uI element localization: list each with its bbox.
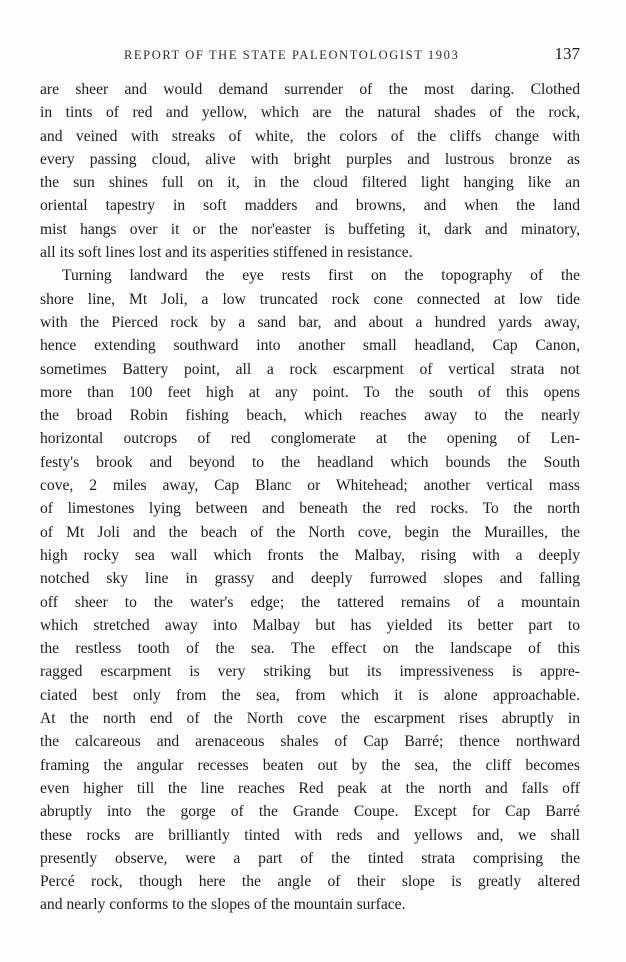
text-line: Turning landward the eye rests first on the topography of the (62, 267, 580, 285)
paragraph (40, 264, 580, 916)
text-line: are sheer and would demand surrender of the most daring. Clothed (40, 81, 580, 98)
body-text (40, 78, 580, 917)
text-line: the broad Robin fishing beach, which reaches away to the nearly (40, 407, 580, 425)
running-head (40, 44, 580, 66)
text-line: sometimes Battery point, all a rock escarpment of vertical strata not (40, 360, 580, 378)
text-line: in tints of red and yellow, which are the natural shades of the rock, (40, 104, 580, 122)
text-line: presently observe, were a part of the tinted strata comprising the (40, 849, 580, 867)
text-line: and veined with streaks of white, the colors of the cliffs change with (40, 127, 580, 145)
text-line: mist hangs over it or the nor'easter is buffeting it, dark and minatory, (40, 220, 580, 238)
text-line: off sheer to the water's edge; the tattered remains of a mountain (40, 593, 580, 611)
text-line: every passing cloud, alive with bright purples and lustrous bronze as (40, 150, 580, 168)
paragraph (40, 78, 580, 264)
text-line: cove, 2 miles away, Cap Blanc or Whitehead; another vertical mass (40, 477, 580, 495)
text-line: ciated best only from the sea, from which it is alone approachable. (40, 686, 580, 704)
text-line: Percé rock, though here the angle of their slope is greatly altered (40, 873, 580, 891)
text-line: of Mt Joli and the beach of the North cove, begin the Murailles, the (40, 523, 580, 541)
running-title: REPORT OF THE STATE PALEONTOLOGIST 1903 (124, 48, 460, 62)
text-line: shore line, Mt Joli, a low truncated rock cone connected at low tide (40, 290, 580, 308)
text-line: abruptly into the gorge of the Grande Coupe. Except for Cap Barré (40, 803, 580, 821)
text-line: these rocks are brilliantly tinted with reds and yellows and, we shall (40, 826, 580, 844)
text-line: notched sky line in grassy and deeply furrowed slopes and falling (40, 570, 580, 588)
text-line: framing the angular recesses beaten out by the sea, the cliff becomes (40, 756, 580, 774)
page-number: 137 (554, 44, 580, 63)
text-line: the calcareous and arenaceous shales of Cap Barré; thence northward (40, 733, 580, 751)
text-line: the restless tooth of the sea. The effect on the landscape of this (40, 640, 580, 658)
text-line: festy's brook and beyond to the headland which bounds the South (40, 453, 580, 471)
text-line: ragged escarpment is very striking but its impressiveness is appre- (40, 663, 580, 681)
text-line: hence extending southward into another small headland, Cap Canon, (40, 337, 580, 355)
text-line: even higher till the line reaches Red peak at the north and falls off (40, 779, 580, 797)
text-line: with the Pierced rock by a sand bar, and about a hundred yards away, (40, 313, 580, 331)
text-line: more than 100 feet high at any point. To the south of this opens (40, 383, 580, 401)
text-line: which stretched away into Malbay but has yielded its better part to (40, 616, 580, 634)
text-line: and nearly conforms to the slopes of the mountain surface. (40, 896, 406, 914)
text-line: oriental tapestry in soft madders and browns, and when the land (40, 197, 580, 215)
text-line: all its soft lines lost and its asperities stiffened in resistance. (40, 244, 413, 262)
text-line: high rocky sea wall which fronts the Malbay, rising with a deeply (40, 546, 580, 564)
text-line: the sun shines full on it, in the cloud filtered light hanging like an (40, 174, 580, 192)
text-line: At the north end of the North cove the escarpment rises abruptly in (40, 710, 580, 728)
text-line: of limestones lying between and beneath the red rocks. To the north (40, 500, 580, 518)
text-line: horizontal outcrops of red conglomerate at the opening of Len- (40, 430, 580, 448)
